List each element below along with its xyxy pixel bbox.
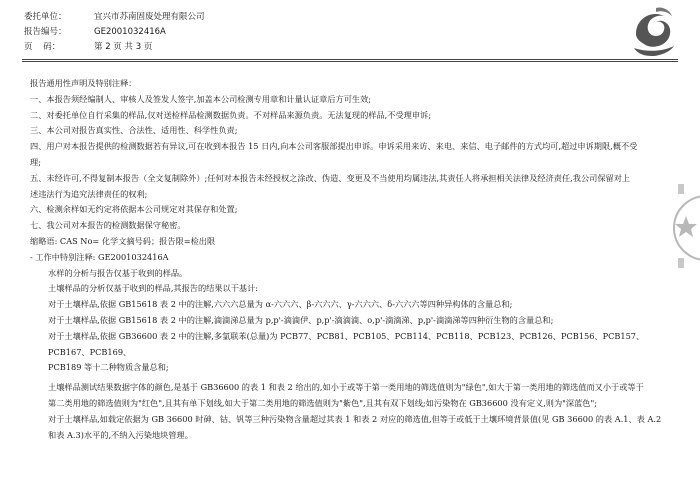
- client-value: 宜兴市苏南固废处理有限公司: [94, 12, 205, 22]
- statement-intro: 报告通用性声明及特别注释：: [30, 78, 137, 88]
- report-body: [30, 76, 685, 443]
- special-note-1: 水样的分析与报告仅基于收到的样品。: [48, 267, 188, 278]
- special-note-6-line-2: 第二类用地的筛选值则为"红色",且其有单下划线,如大于第二类用地的筛选值则为"紫色",且其有双下划线;如污染物在 GB36600 没有定义,则为"深蓝色";: [48, 397, 598, 408]
- statement-item-7: 七、我公司对本报告的检测数据保守秘密。: [30, 220, 186, 231]
- client-label: 委托单位：: [24, 12, 67, 22]
- abbreviation-note: 缩略语: CAS No= 化学文摘号码；报告限=检出限: [30, 235, 216, 246]
- statement-item-1: 一、本报告须经编制人、审核人及签发人签字,加盖本公司检测专用章和计量认证章后方可生效;: [30, 93, 372, 104]
- page-number-value: 第 2 页 共 3 页: [94, 42, 153, 52]
- report-number-label: 报告编号：: [24, 27, 67, 37]
- report-number-row: [24, 25, 205, 40]
- special-note-4: 对于土壤样品,依据 GB15618 表 2 中的注解,滴滴涕总量为 p,p'-滴滴伊、p,p'-滴滴滴、o,p'-滴滴涕、p,p'-滴滴涕等四种衍生物的含量总和;: [48, 314, 554, 325]
- report-number-value: GE2001032416A: [94, 27, 166, 37]
- statement-item-2: 二、对委托单位自行采集的样品,仅对送检样品检测数据负责。不对样品来源负责。无法复现的样品,不受理申诉;: [30, 109, 431, 120]
- statement-item-6: 六、检测余样如无约定将依据本公司规定对其保存和处置;: [30, 204, 238, 215]
- client-row: [24, 10, 205, 25]
- header-rule-bottom: [22, 61, 678, 62]
- report-header: [24, 10, 205, 55]
- statement-item-4-line-2: 理;: [30, 156, 41, 167]
- company-logo-icon: [626, 4, 682, 60]
- statement-item-3: 三、本公司对报告真实性、合法性、适用性、科学性负责;: [30, 125, 238, 136]
- special-note-7-line-1: 对于土壤样品,如载定依据为 GB 36600 时砷、钴、钒等三种污染物含量超过其表 1 和表 2 对应的筛选值,但等于或低于土壤环境背景值(见 GB 36600 的表 A.1、表 A.2: [48, 413, 662, 424]
- red-seal-stamp-icon: [672, 168, 700, 288]
- special-note-7-line-2: 和表 A.3)水平的,不纳入污染地块管理。: [48, 429, 193, 440]
- page-number-label: 页 码：: [24, 42, 61, 52]
- special-note-6-line-1: 土壤样品测试结果数据字体的颜色,是基于 GB36600 的表 1 和表 2 给出的,如小于或等于第一类用地的筛选值则为"绿色",如大于第一类用地的筛选值而又小于或等于: [48, 382, 644, 393]
- special-note-5-line-2: PCB189 等十二种物质含量总和;: [48, 362, 169, 373]
- statement-item-5-line-1: 五、未经许可,不得复制本报告（全文复制除外）;任何对本报告未经授权之涂改、伪造、变更及不当使用均属违法,其责任人将承担相关法律及经济责任,我公司保留对上: [30, 172, 631, 183]
- special-notes-title: - 工作中特别注释: GE2001032416A: [30, 251, 169, 262]
- special-note-3: 对于土壤样品,依据 GB15618 表 2 中的注解,六六六总量为 α-六六六、β-六六六、γ-六六六、δ-六六六等四种异构体的含量总和;: [48, 299, 513, 310]
- special-note-5-line-1: 对于土壤样品,依据 GB36600 表 2 中的注解,多氯联苯(总量)为 PCB77、PCB81、PCB105、PCB114、PCB118、PCB123、PCB126、PCB156、PCB157、PCB167、PCB169、: [48, 330, 645, 357]
- special-note-2: 土壤样品的分析仅基于收到的样品,其报告的结果以干基计:: [48, 283, 259, 294]
- page-number-row: [24, 40, 205, 55]
- statement-item-4-line-1: 四、用户对本报告提供的检测数据若有异议,可在收到本报告 15 日内,向本公司客服部提出申诉。申诉采用来访、来电、来信、电子邮件的方式均可,超过申诉期限,概不受: [30, 141, 638, 152]
- header-rule-top: [22, 59, 678, 60]
- statement-item-5-line-2: 述违法行为追究法律责任的权利;: [30, 188, 148, 199]
